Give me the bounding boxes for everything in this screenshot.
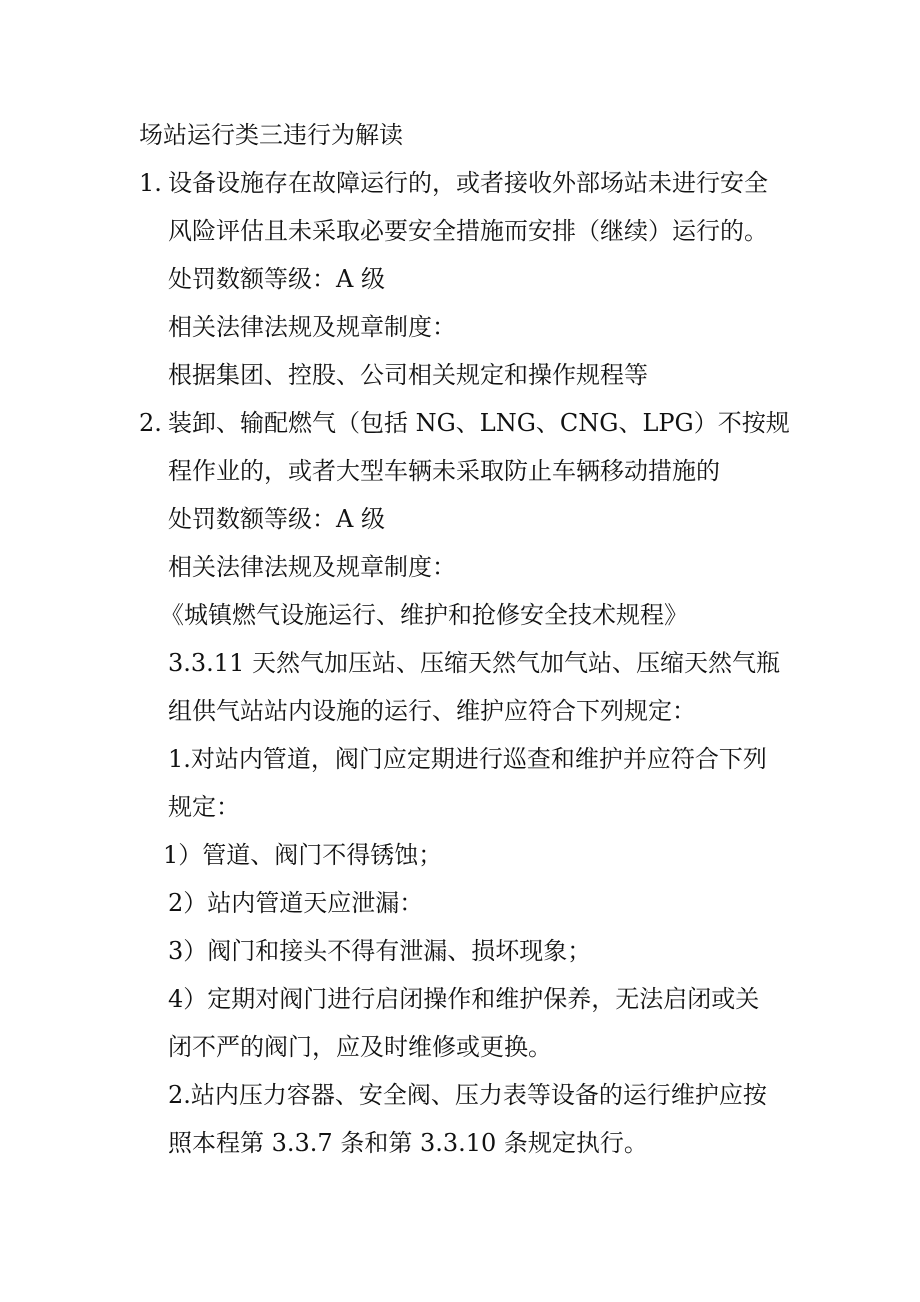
item-2-number: 2.	[139, 409, 162, 437]
regulation-clause-line: 1.对站内管道，阀门应定期进行巡查和维护并应符合下列	[168, 745, 767, 773]
item-1-penalty: 处罚数额等级：A 级	[168, 265, 385, 293]
item-2-regulations-label: 相关法律法规及规章制度：	[168, 553, 456, 581]
item-2-penalty: 处罚数额等级：A 级	[168, 505, 385, 533]
regulation-clause-line: 规定：	[168, 793, 240, 821]
regulation-clause-line: 3.3.11 天然气加压站、压缩天然气加气站、压缩天然气瓶	[168, 649, 780, 677]
item-1-number: 1.	[139, 169, 162, 197]
regulation-clause-line: 照本程第 3.3.7 条和第 3.3.10 条规定执行。	[168, 1129, 648, 1157]
item-2-text-line-2: 程作业的，或者大型车辆未采取防止车辆移动措施的	[168, 457, 720, 485]
item-1-text-line-1: 设备设施存在故障运行的，或者接收外部场站未进行安全	[168, 169, 768, 197]
item-1-regulations-label: 相关法律法规及规章制度：	[168, 313, 456, 341]
regulation-sub-item: 3）阀门和接头不得有泄漏、损坏现象；	[168, 937, 592, 965]
item-1-regulation-line: 根据集团、控股、公司相关规定和操作规程等	[168, 361, 648, 389]
regulation-sub-item: 2）站内管道天应泄漏：	[168, 889, 424, 917]
regulation-clause-line: 组供气站站内设施的运行、维护应符合下列规定：	[168, 697, 696, 725]
regulation-title: 《城镇燃气设施运行、维护和抢修安全技术规程》	[160, 601, 688, 629]
regulation-sub-item: 1）管道、阀门不得锈蚀；	[163, 841, 443, 869]
regulation-sub-item: 闭不严的阀门，应及时维修或更换。	[168, 1033, 552, 1061]
item-1-text-line-2: 风险评估且未采取必要安全措施而安排（继续）运行的。	[168, 217, 768, 245]
regulation-clause-line: 2.站内压力容器、安全阀、压力表等设备的运行维护应按	[168, 1081, 767, 1109]
item-2-text-line-1: 装卸、输配燃气（包括 NG、LNG、CNG、LPG）不按规	[168, 409, 790, 437]
document-title: 场站运行类三违行为解读	[139, 121, 403, 149]
regulation-sub-item: 4）定期对阀门进行启闭操作和维护保养，无法启闭或关	[168, 985, 760, 1013]
